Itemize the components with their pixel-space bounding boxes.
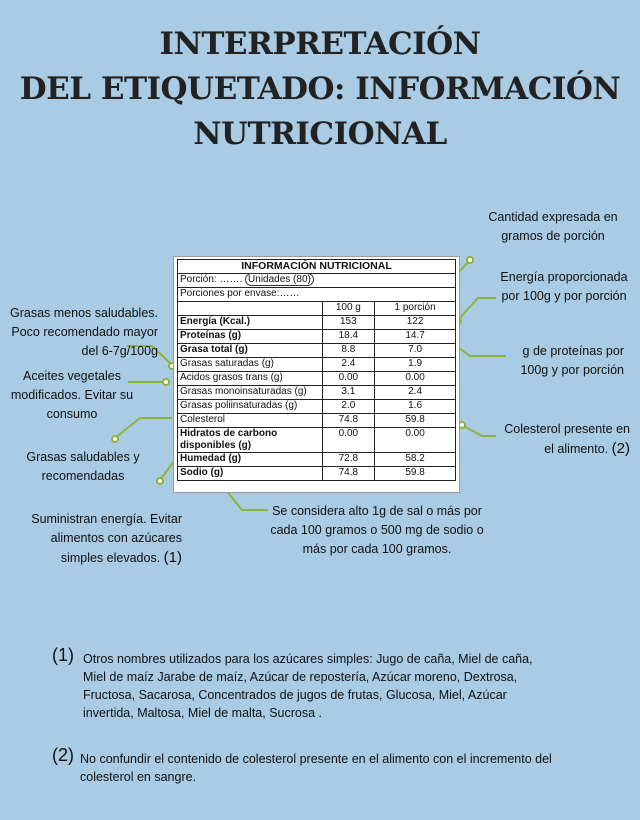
table-row bbox=[178, 330, 456, 344]
note-trans: Aceites vegetales modificados. Evitar su consumo bbox=[10, 369, 134, 421]
col-100g: 100 g bbox=[322, 302, 375, 316]
row-value-portion: 1.6 bbox=[375, 400, 456, 414]
note-protein: g de proteínas por 100g y por porción bbox=[520, 344, 624, 377]
row-value-100g: 3.1 bbox=[322, 386, 375, 400]
callout-dot-portion bbox=[467, 257, 473, 263]
portions-per-container: Porciones por envase:…… bbox=[178, 288, 456, 302]
portion-row bbox=[178, 274, 456, 288]
row-value-100g: 0.00 bbox=[322, 428, 375, 453]
row-value-portion: 59.8 bbox=[375, 414, 456, 428]
table-row bbox=[178, 372, 456, 386]
nutrition-table bbox=[177, 259, 456, 481]
title-line-3: NUTRICIONAL bbox=[193, 116, 447, 152]
callout-dot-carbs bbox=[157, 478, 163, 484]
row-name: Grasa total (g) bbox=[178, 344, 323, 358]
note-cholesterol-text: Colesterol presente en el alimento. bbox=[504, 422, 630, 456]
row-value-100g: 74.8 bbox=[322, 414, 375, 428]
row-name: Ácidos grasos trans (g) bbox=[178, 372, 323, 386]
row-name: Humedad (g) bbox=[178, 453, 323, 467]
callout-dot-healthy bbox=[112, 436, 118, 442]
row-value-portion: 2.4 bbox=[375, 386, 456, 400]
callout-dot-trans bbox=[163, 379, 169, 385]
note-cholesterol-mark: (2) bbox=[611, 440, 630, 457]
nutrition-label bbox=[173, 256, 460, 493]
table-row bbox=[178, 428, 456, 453]
row-name: Proteínas (g) bbox=[178, 330, 323, 344]
row-value-portion: 122 bbox=[375, 316, 456, 330]
footnote-1 bbox=[52, 645, 552, 722]
note-portion-qty: Cantidad expresada en gramos de porción bbox=[488, 210, 618, 243]
row-value-portion: 14.7 bbox=[375, 330, 456, 344]
row-name: Grasas monoinsaturadas (g) bbox=[178, 386, 323, 400]
note-energy: Energía proporcionada por 100g y por porción bbox=[500, 270, 628, 303]
table-row bbox=[178, 414, 456, 428]
table-row bbox=[178, 400, 456, 414]
table-row bbox=[178, 453, 456, 467]
row-value-100g: 74.8 bbox=[322, 467, 375, 481]
row-value-portion: 58.2 bbox=[375, 453, 456, 467]
footnote-2-mark: (2) bbox=[52, 745, 74, 765]
row-name: Grasas saturadas (g) bbox=[178, 358, 323, 372]
callout-line-cholesterol bbox=[462, 425, 496, 436]
callout-line-sodium bbox=[226, 490, 268, 510]
row-name: Grasas poliinsaturadas (g) bbox=[178, 400, 323, 414]
note-sodium: Se considera alto 1g de sal o más por cada 100 gramos o 500 mg de sodio o más por cada 100 gramos. bbox=[270, 504, 484, 556]
row-value-100g: 2.0 bbox=[322, 400, 375, 414]
row-name: Sodio (g) bbox=[178, 467, 323, 481]
col-portion: 1 porción bbox=[375, 302, 456, 316]
note-healthy-fats: Grasas saludables y recomendadas bbox=[26, 450, 140, 483]
row-value-portion: 59.8 bbox=[375, 467, 456, 481]
portion-prefix: Porción: ……. bbox=[180, 274, 246, 285]
note-carbs-text: Suministran energía. Evitar alimentos con azúcares simples elevados. bbox=[31, 512, 182, 565]
row-value-portion: 0.00 bbox=[375, 372, 456, 386]
footnote-1-text: Otros nombres utilizados para los azúcares simples: Jugo de caña, Miel de caña, Miel de maíz Jarabe de maíz, Azúcar de repostería, Azúcar moreno, Dextrosa, Fructosa, Sacarosa, Concentrados de jugos de frutas, Glucosa, Miel, Azúcar invertida, Maltosa, Miel de malta, Sucrosa . bbox=[83, 652, 533, 720]
column-header-row bbox=[178, 302, 456, 316]
title-line-1: INTERPRETACIÓN bbox=[159, 26, 481, 62]
footnote-1-mark: (1) bbox=[52, 645, 74, 665]
table-row bbox=[178, 386, 456, 400]
table-row bbox=[178, 358, 456, 372]
row-value-100g: 0.00 bbox=[322, 372, 375, 386]
row-name: Energía (Kcal.) bbox=[178, 316, 323, 330]
row-value-100g: 2.4 bbox=[322, 358, 375, 372]
row-value-portion: 0.00 bbox=[375, 428, 456, 453]
footnote-2-text: No confundir el contenido de colesterol presente en el alimento con el incremento del colesterol en sangre. bbox=[80, 752, 552, 784]
row-value-100g: 18.4 bbox=[322, 330, 375, 344]
table-row bbox=[178, 467, 456, 481]
title-line-2: DEL ETIQUETADO: INFORMACIÓN bbox=[19, 71, 621, 107]
row-name: Hidratos de carbono disponibles (g) bbox=[178, 428, 323, 453]
note-cholesterol bbox=[494, 420, 630, 459]
note-carbs bbox=[18, 510, 182, 568]
row-value-portion: 1.9 bbox=[375, 358, 456, 372]
table-row bbox=[178, 316, 456, 330]
footnote-2 bbox=[52, 745, 572, 786]
row-value-100g: 72.8 bbox=[322, 453, 375, 467]
note-unhealthy-fats: Grasas menos saludables. Poco recomendado mayor del 6-7g/100g bbox=[10, 306, 158, 358]
portion-units: Unidades (80) bbox=[245, 273, 314, 286]
row-name: Colesterol bbox=[178, 414, 323, 428]
callout-line-energy bbox=[458, 298, 496, 320]
row-value-100g: 153 bbox=[322, 316, 375, 330]
row-value-100g: 8.8 bbox=[322, 344, 375, 358]
row-value-portion: 7.0 bbox=[375, 344, 456, 358]
label-header: INFORMACIÓN NUTRICIONAL bbox=[178, 260, 456, 274]
table-row bbox=[178, 344, 456, 358]
note-carbs-mark: (1) bbox=[163, 549, 182, 566]
